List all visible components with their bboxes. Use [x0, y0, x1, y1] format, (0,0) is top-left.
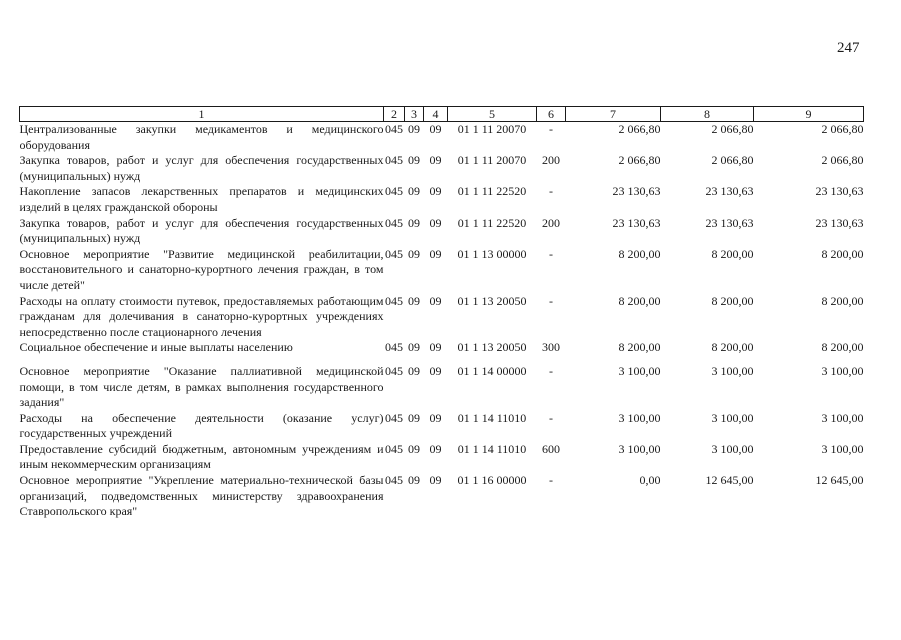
row-amount-col9: 8 200,00 — [821, 246, 864, 261]
row-description: Закупка товаров, работ и услуг для обеспечения государственных (муниципальных) нужд — [19, 153, 384, 183]
row-section-code: 09 — [408, 184, 420, 199]
table-row — [20, 411, 864, 442]
row-chapter-code: 045 — [385, 363, 403, 378]
row-chapter-code: 045 — [385, 473, 403, 488]
row-subsection-code: 09 — [429, 293, 442, 308]
table-row — [20, 294, 864, 341]
col-header-8: 8 — [661, 107, 754, 122]
row-subsection-code: 09 — [429, 122, 442, 136]
row-subsection-code: 09 — [429, 246, 442, 261]
table-row — [20, 442, 864, 473]
table-row — [20, 122, 864, 154]
row-expense-type: - — [549, 363, 553, 378]
row-amount-col9: 3 100,00 — [821, 363, 864, 378]
row-section-code: 09 — [408, 473, 420, 488]
row-amount-col7: 23 130,63 — [612, 215, 661, 230]
row-target-article: 01 1 11 22520 — [457, 215, 527, 230]
row-target-article: 01 1 11 20070 — [457, 153, 527, 168]
col-header-6: 6 — [537, 107, 566, 122]
row-expense-type: 200 — [542, 153, 560, 168]
row-description: Социальное обеспечение и иные выплаты населению — [19, 340, 293, 355]
row-subsection-code: 09 — [429, 153, 442, 168]
row-target-article: 01 1 11 20070 — [457, 122, 527, 136]
col-header-3: 3 — [405, 107, 424, 122]
row-description: Расходы на обеспечение деятельности (оказание услуг) государственных учреждений — [19, 410, 384, 441]
row-chapter-code: 045 — [385, 293, 403, 308]
row-expense-type: 300 — [542, 340, 560, 355]
row-subsection-code: 09 — [429, 363, 442, 378]
page-number: 247 — [837, 40, 860, 56]
row-subsection-code: 09 — [429, 473, 442, 488]
row-expense-type: 600 — [542, 441, 560, 456]
col-header-2: 2 — [384, 107, 405, 122]
row-chapter-code: 045 — [385, 410, 403, 425]
row-amount-col7: 8 200,00 — [618, 293, 661, 308]
row-target-article: 01 1 13 20050 — [457, 293, 527, 308]
row-subsection-code: 09 — [429, 184, 442, 199]
col-header-5: 5 — [448, 107, 537, 122]
row-section-code: 09 — [408, 363, 420, 378]
row-amount-col8: 3 100,00 — [711, 410, 754, 425]
row-description: Централизованные закупки медикаментов и медицинского оборудования — [19, 122, 384, 152]
row-amount-col7: 3 100,00 — [618, 441, 661, 456]
row-amount-col8: 12 645,00 — [705, 473, 754, 488]
row-chapter-code: 045 — [385, 153, 403, 168]
row-section-code: 09 — [408, 340, 420, 355]
row-target-article: 01 1 14 00000 — [457, 363, 527, 378]
table-row — [20, 247, 864, 294]
row-subsection-code: 09 — [429, 340, 442, 355]
table-row — [20, 364, 864, 411]
row-description: Предоставление субсидий бюджетным, автономным учреждениям и иным некоммерческим организациям — [19, 441, 384, 472]
row-target-article: 01 1 13 00000 — [457, 246, 527, 261]
row-amount-col7: 2 066,80 — [618, 153, 661, 168]
row-chapter-code: 045 — [385, 441, 403, 456]
column-number-header — [20, 107, 864, 122]
row-description: Накопление запасов лекарственных препаратов и медицинских изделий в целях гражданской обороны — [19, 184, 384, 214]
row-amount-col8: 2 066,80 — [711, 153, 754, 168]
col-header-9: 9 — [754, 107, 864, 122]
row-section-code: 09 — [408, 246, 420, 261]
row-amount-col8: 3 100,00 — [711, 441, 754, 456]
row-chapter-code: 045 — [385, 184, 403, 199]
row-subsection-code: 09 — [429, 410, 442, 425]
row-expense-type: - — [549, 184, 553, 199]
row-amount-col8: 23 130,63 — [705, 184, 754, 199]
row-chapter-code: 045 — [385, 340, 403, 355]
row-description: Основное мероприятие "Укрепление материально-технической базы организаций, подведомственных министерству здравоохранения Ставропольского края" — [19, 473, 384, 519]
row-amount-col8: 8 200,00 — [711, 293, 754, 308]
row-expense-type: - — [549, 410, 553, 425]
row-description: Основное мероприятие "Оказание паллиативной медицинской помощи, в том числе детям, в рамках выполнения государственного задания" — [19, 363, 384, 410]
row-amount-col9: 23 130,63 — [815, 215, 864, 230]
row-section-code: 09 — [408, 410, 420, 425]
row-amount-col7: 3 100,00 — [618, 363, 661, 378]
budget-table — [19, 106, 864, 520]
table-row — [20, 340, 864, 356]
row-section-code: 09 — [408, 293, 420, 308]
row-amount-col9: 23 130,63 — [815, 184, 864, 199]
col-header-7: 7 — [566, 107, 661, 122]
table-row — [20, 153, 864, 184]
row-description: Закупка товаров, работ и услуг для обеспечения государственных (муниципальных) нужд — [19, 215, 384, 246]
row-amount-col9: 2 066,80 — [821, 153, 864, 168]
row-amount-col8: 8 200,00 — [711, 246, 754, 261]
spacer-row — [20, 356, 864, 364]
row-amount-col8: 8 200,00 — [711, 340, 754, 355]
row-chapter-code: 045 — [385, 122, 403, 136]
row-chapter-code: 045 — [385, 246, 403, 261]
row-target-article: 01 1 11 22520 — [457, 184, 527, 199]
row-amount-col8: 23 130,63 — [705, 215, 754, 230]
row-amount-col7: 3 100,00 — [618, 410, 661, 425]
row-target-article: 01 1 14 11010 — [457, 441, 527, 456]
row-expense-type: - — [549, 473, 553, 488]
row-amount-col9: 3 100,00 — [821, 410, 864, 425]
col-header-4: 4 — [424, 107, 448, 122]
col-header-1: 1 — [20, 107, 384, 122]
row-amount-col7: 2 066,80 — [618, 122, 661, 136]
row-amount-col9: 8 200,00 — [821, 340, 864, 355]
row-amount-col9: 3 100,00 — [821, 441, 864, 456]
table-row — [20, 473, 864, 520]
row-section-code: 09 — [408, 122, 420, 136]
row-amount-col7: 0,00 — [639, 473, 661, 488]
row-target-article: 01 1 14 11010 — [457, 410, 527, 425]
row-description: Основное мероприятие "Развитие медицинской реабилитации, восстановительного и санаторно-курортного лечения граждан, в том числе детей" — [19, 246, 384, 292]
table-row — [20, 184, 864, 215]
row-amount-col9: 12 645,00 — [815, 473, 864, 488]
row-section-code: 09 — [408, 215, 420, 230]
row-section-code: 09 — [408, 441, 420, 456]
row-amount-col9: 8 200,00 — [821, 293, 864, 308]
row-subsection-code: 09 — [429, 215, 442, 230]
row-amount-col9: 2 066,80 — [821, 122, 864, 136]
row-expense-type: - — [549, 246, 553, 261]
row-section-code: 09 — [408, 153, 420, 168]
row-amount-col7: 8 200,00 — [618, 246, 661, 261]
row-amount-col7: 8 200,00 — [618, 340, 661, 355]
table-row — [20, 216, 864, 247]
row-amount-col8: 3 100,00 — [711, 363, 754, 378]
row-amount-col7: 23 130,63 — [612, 184, 661, 199]
row-expense-type: - — [549, 293, 553, 308]
row-expense-type: - — [549, 122, 553, 136]
row-expense-type: 200 — [542, 215, 560, 230]
row-chapter-code: 045 — [385, 215, 403, 230]
row-amount-col8: 2 066,80 — [711, 122, 754, 136]
row-target-article: 01 1 16 00000 — [457, 473, 527, 488]
row-target-article: 01 1 13 20050 — [457, 340, 527, 355]
row-description: Расходы на оплату стоимости путевок, предоставляемых работающим гражданам для долечивания в санаторно-курортных учреждениях непосредственно после стационарного лечения — [19, 293, 384, 339]
row-subsection-code: 09 — [429, 441, 442, 456]
